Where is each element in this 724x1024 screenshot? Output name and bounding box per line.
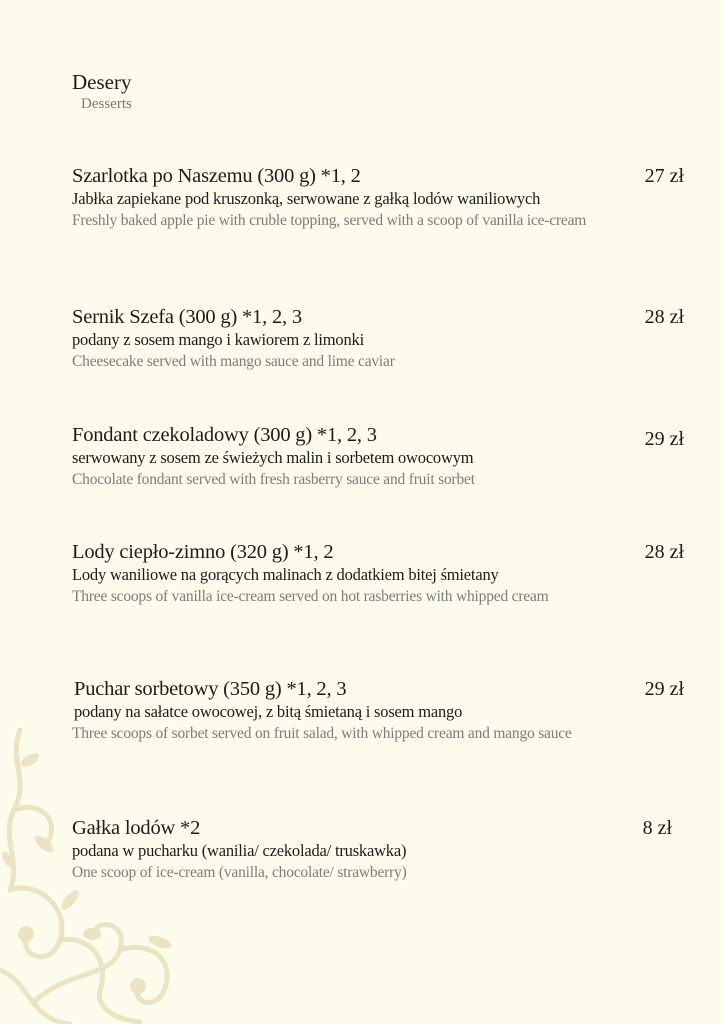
menu-item-name: Szarlotka po Naszemu (300 g) *1, 2: [72, 165, 361, 187]
menu-item-name: Sernik Szefa (300 g) *1, 2, 3: [72, 306, 302, 328]
menu-item-description-english: Three scoops of sorbet served on fruit salad, with whipped cream and mango sauce: [72, 725, 572, 742]
menu-item-description-polish: podany z sosem mango i kawiorem z limonki: [72, 330, 364, 349]
menu-item-sernik: [72, 305, 684, 373]
menu-item-description-polish: Jabłka zapiekane pod kruszonką, serwowane z gałką lodów waniliowych: [72, 189, 541, 208]
menu-item-description-english: Cheesecake served with mango sauce and lime caviar: [72, 353, 395, 370]
menu-item-price: 28 zł: [644, 541, 684, 563]
menu-item-name: Fondant czekoladowy (300 g) *1, 2, 3: [72, 424, 377, 446]
menu-item-price: 29 zł: [644, 678, 684, 700]
menu-item-description-english: Three scoops of vanilla ice-cream served on hot rasberries with whipped cream: [72, 588, 549, 605]
menu-item-fondant: [72, 423, 684, 491]
menu-item-description-polish: serwowany z sosem ze świeżych malin i sorbetem owocowym: [72, 448, 474, 467]
menu-section-header: [72, 70, 132, 114]
menu-item-description-polish: podany na sałatce owocowej, z bitą śmietaną i sosem mango: [74, 702, 463, 721]
menu-item-puchar-sorbetowy: [72, 677, 684, 745]
menu-item-description-english: One scoop of ice-cream (vanilla, chocolate/ strawberry): [72, 864, 407, 881]
menu-item-description-polish: podana w pucharku (wanilia/ czekolada/ truskawka): [72, 841, 407, 860]
menu-item-price: 28 zł: [644, 306, 684, 328]
menu-item-szarlotka: [72, 164, 684, 232]
menu-item-name: Puchar sorbetowy (350 g) *1, 2, 3: [74, 678, 347, 700]
menu-item-description-polish: Lody waniliowe na gorących malinach z dodatkiem bitej śmietany: [72, 565, 499, 584]
menu-item-name: Gałka lodów *2: [72, 817, 201, 839]
menu-item-price: 27 zł: [644, 165, 684, 187]
menu-item-description-english: Freshly baked apple pie with cruble topping, served with a scoop of vanilla ice-cream: [72, 212, 587, 229]
menu-item-lody-cieplo-zimno: [72, 540, 684, 608]
menu-item-name: Lody ciepło-zimno (320 g) *1, 2: [72, 541, 334, 563]
section-title: Desery: [72, 70, 132, 94]
menu-item-description-english: Chocolate fondant served with fresh rasberry sauce and fruit sorbet: [72, 471, 475, 488]
menu-item-price: 8 zł: [642, 817, 672, 839]
section-subtitle: Desserts: [81, 96, 132, 112]
menu-item-galka-lodow: [72, 816, 684, 884]
menu-item-price: 29 zł: [644, 428, 684, 450]
